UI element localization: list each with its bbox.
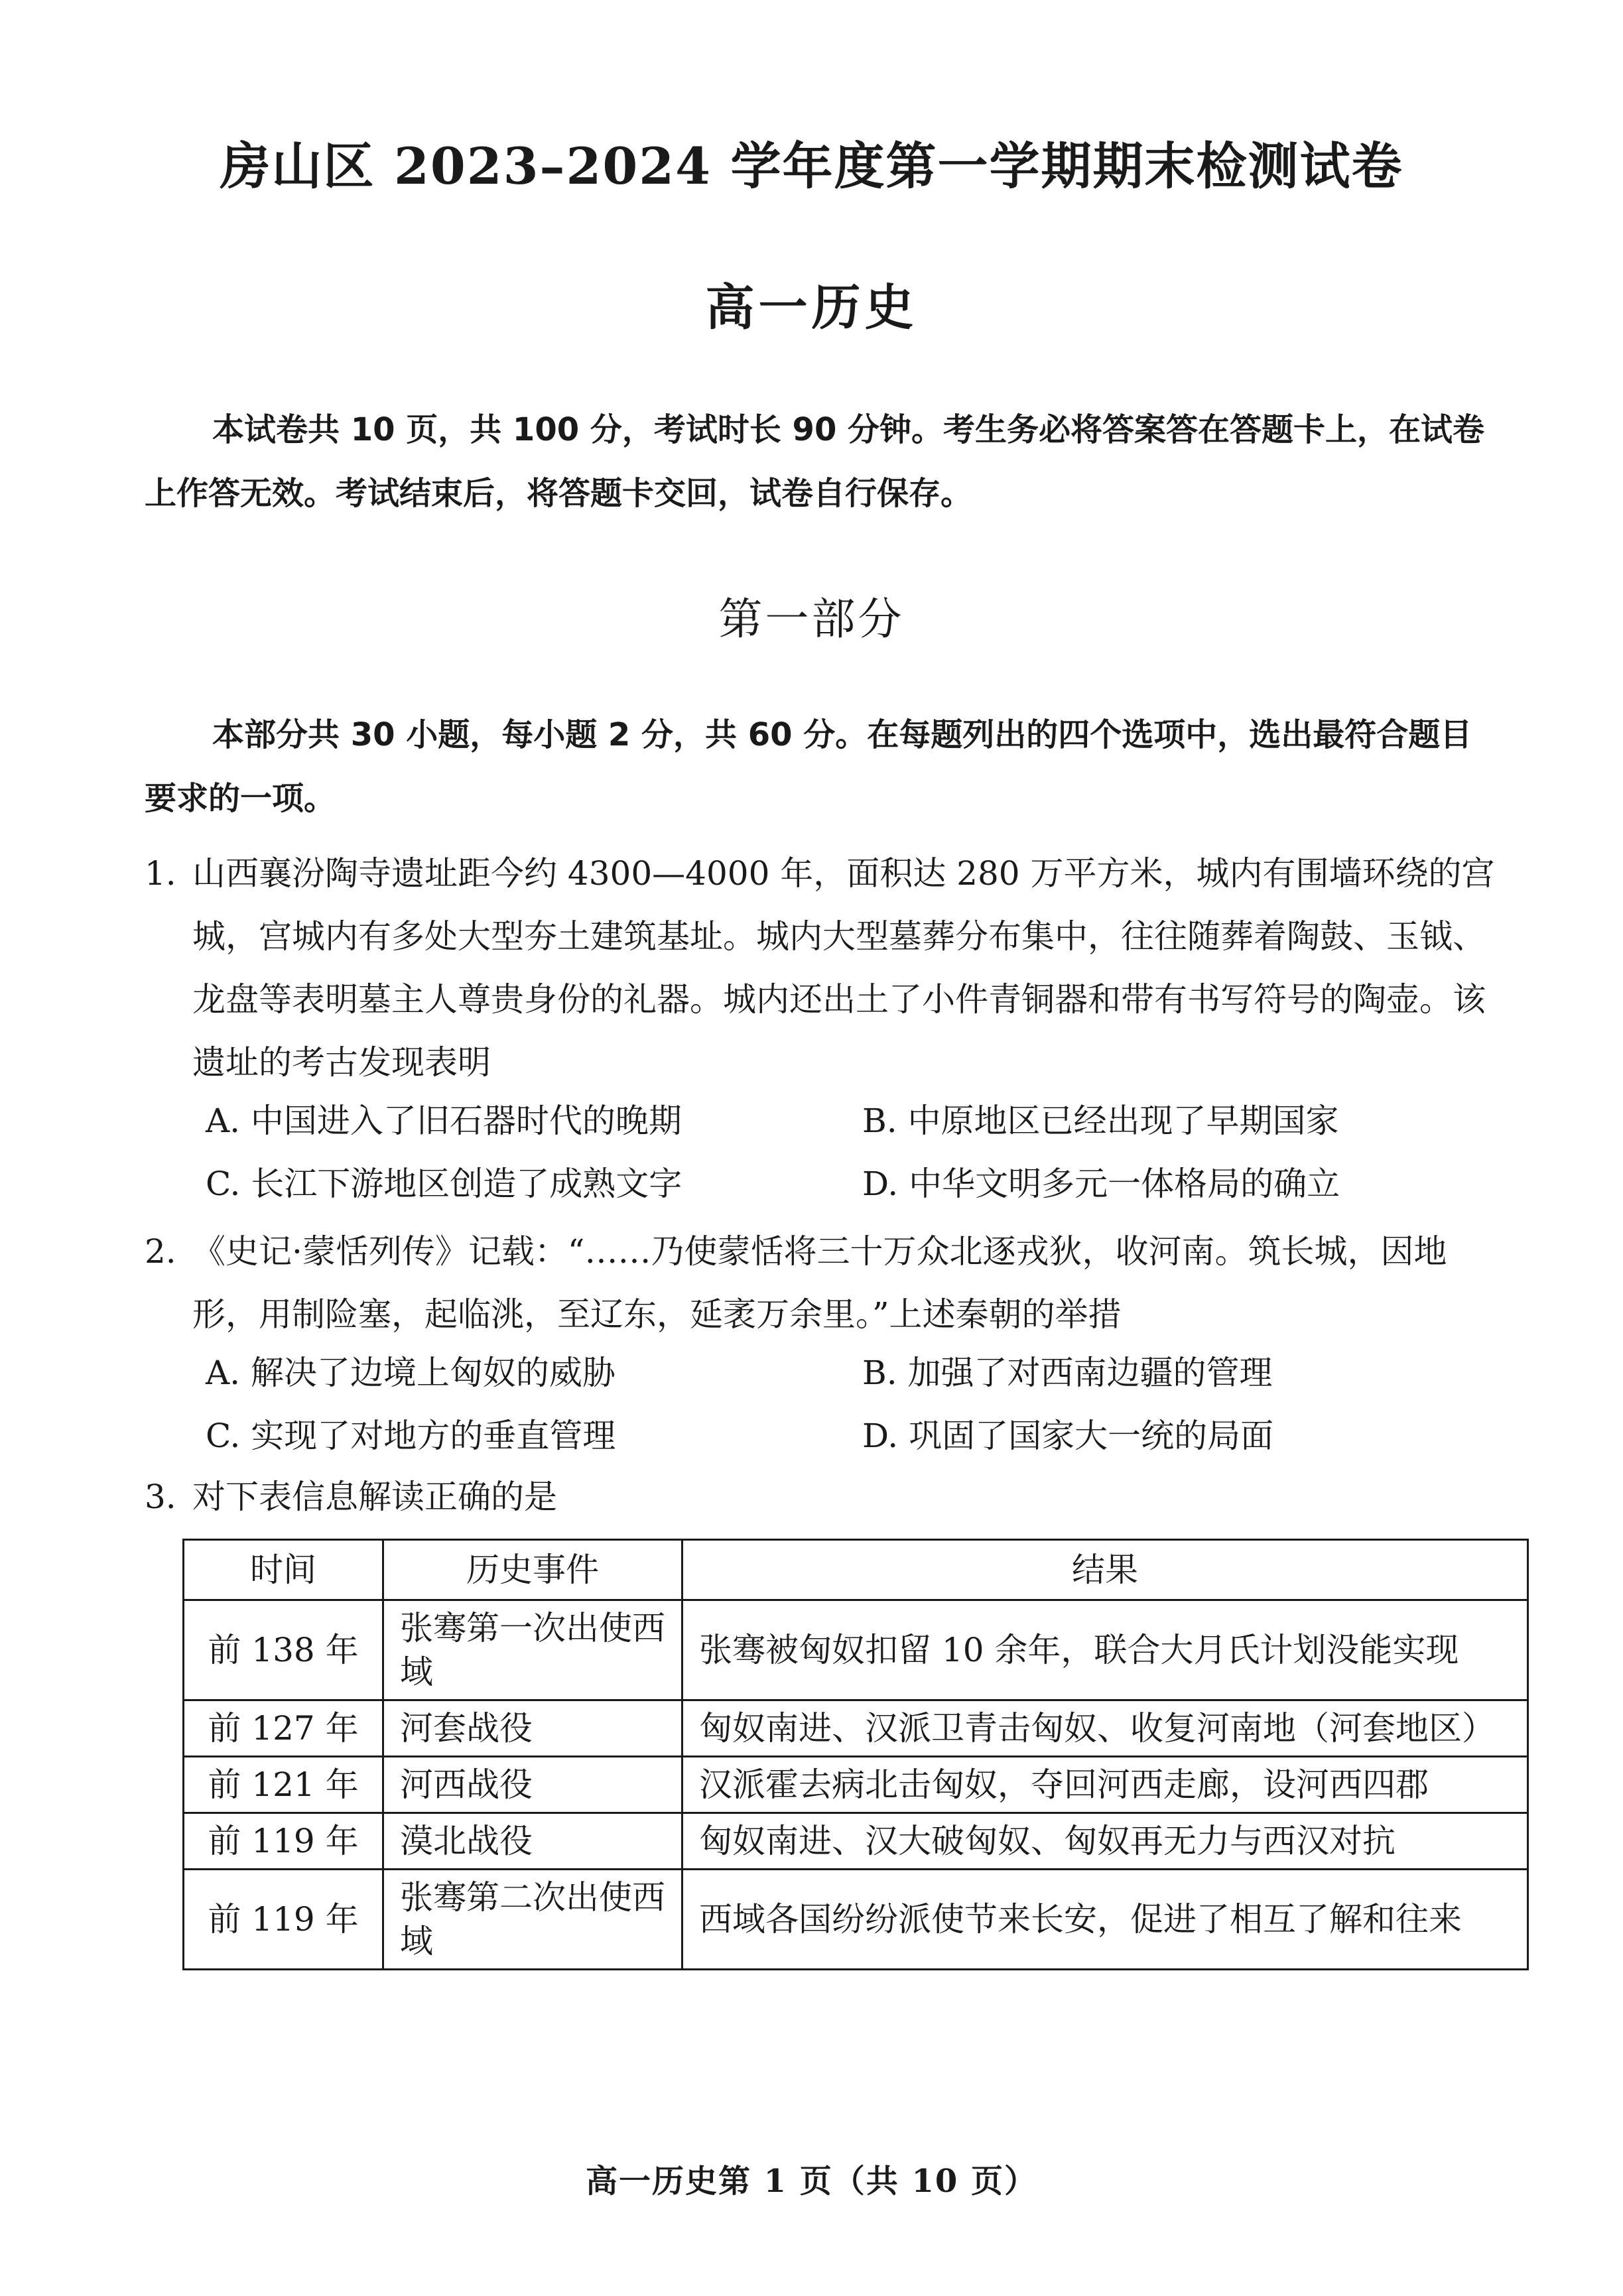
table-header-row [184, 1540, 1528, 1600]
table-row [184, 1600, 1528, 1700]
question-stem: 山西襄汾陶寺遗址距今约 4300—4000 年，面积达 280 万平方米，城内有围墙环绕的宫城，宫城内有多处大型夯土建筑基址。城内大型墓葬分布集中，往往随葬着陶鼓、玉钺、龙盘等表明墓主人尊贵身份的礼器。城内还出土了小件青铜器和带有书写符号的陶壶。该遗址的考古发现表明 [192, 854, 1495, 1082]
cell-time: 前 121 年 [184, 1757, 383, 1813]
question-1 [145, 842, 1511, 1094]
cell-event: 河套战役 [383, 1700, 682, 1757]
part-title: 第一部分 [718, 594, 905, 645]
cell-result: 匈奴南进、汉大破匈奴、匈奴再无力与西汉对抗 [682, 1813, 1528, 1870]
exam-notice: 本试卷共 10 页，共 100 分，考试时长 90 分钟。考生务必将答案答在答题卡上，在试卷上作答无效。考试结束后，将答题卡交回，试卷自行保存。 [145, 411, 1485, 512]
cell-event: 漠北战役 [383, 1813, 682, 1870]
column-header-event: 历史事件 [383, 1540, 682, 1600]
question-number: 3. [145, 1478, 176, 1516]
option-c: C. 实现了对地方的垂直管理 [206, 1417, 616, 1455]
cell-time: 前 119 年 [184, 1813, 383, 1870]
cell-time: 前 127 年 [184, 1700, 383, 1757]
history-events-table [182, 1539, 1529, 1970]
cell-event: 河西战役 [383, 1757, 682, 1813]
cell-time: 前 119 年 [184, 1870, 383, 1970]
cell-event: 张骞第二次出使西域 [383, 1870, 682, 1970]
cell-result: 张骞被匈奴扣留 10 余年，联合大月氏计划没能实现 [682, 1600, 1528, 1700]
column-header-time: 时间 [184, 1540, 383, 1600]
question-3 [145, 1466, 1511, 1529]
question-stem: 对下表信息解读正确的是 [192, 1478, 557, 1516]
question-number: 2. [145, 1232, 176, 1271]
cell-time: 前 138 年 [184, 1600, 383, 1700]
part-instruction: 本部分共 30 小题，每小题 2 分，共 60 分。在每题列出的四个选项中，选出最符合题目要求的一项。 [145, 716, 1472, 817]
table-row [184, 1870, 1528, 1970]
subject-title: 高一历史 [705, 279, 918, 336]
option-a: A. 中国进入了旧石器时代的晚期 [206, 1102, 682, 1140]
option-b: B. 加强了对西南边疆的管理 [862, 1354, 1273, 1392]
exam-title: 房山区 2023–2024 学年度第一学期期末检测试卷 [220, 137, 1403, 196]
option-d: D. 巩固了国家大一统的局面 [862, 1417, 1274, 1455]
cell-result: 匈奴南进、汉派卫青击匈奴、收复河南地（河套地区） [682, 1700, 1528, 1757]
column-header-result: 结果 [682, 1540, 1528, 1600]
question-number: 1. [145, 854, 176, 893]
option-d: D. 中华文明多元一体格局的确立 [862, 1165, 1340, 1203]
question-2 [145, 1220, 1511, 1346]
table-row [184, 1757, 1528, 1813]
page-footer: 高一历史第 1 页（共 10 页） [585, 2163, 1038, 2200]
option-a: A. 解决了边境上匈奴的威胁 [206, 1354, 616, 1392]
cell-event: 张骞第一次出使西域 [383, 1600, 682, 1700]
option-c: C. 长江下游地区创造了成熟文字 [206, 1165, 682, 1203]
table-row [184, 1700, 1528, 1757]
cell-result: 汉派霍去病北击匈奴，夺回河西走廊，设河西四郡 [682, 1757, 1528, 1813]
question-stem: 《史记·蒙恬列传》记载：“……乃使蒙恬将三十万众北逐戎狄，收河南。筑长城，因地形，用制险塞，起临洮，至辽东，延袤万余里。”上述秦朝的举措 [192, 1232, 1447, 1334]
table-row [184, 1813, 1528, 1870]
option-b: B. 中原地区已经出现了早期国家 [862, 1102, 1339, 1140]
cell-result: 西域各国纷纷派使节来长安，促进了相互了解和往来 [682, 1870, 1528, 1970]
